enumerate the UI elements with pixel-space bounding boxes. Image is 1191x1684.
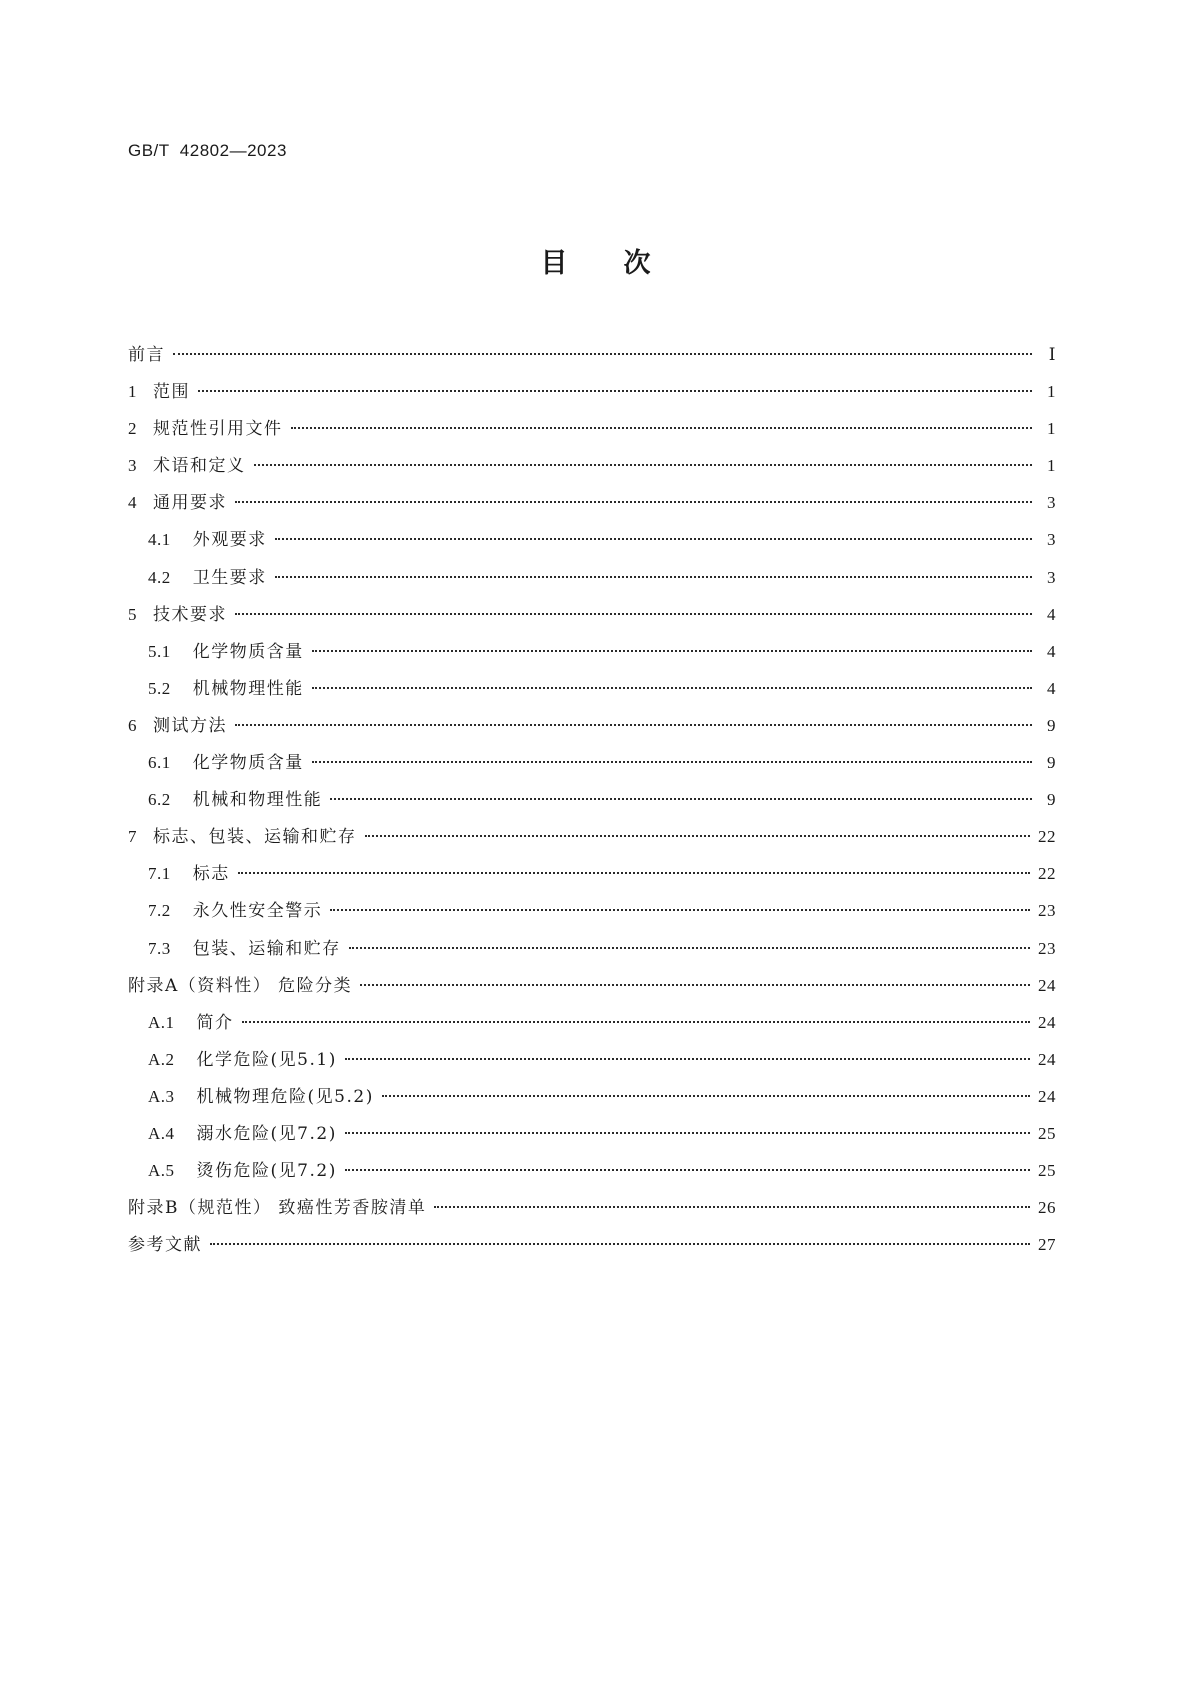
toc-entry-number: 1 [128, 382, 137, 402]
toc-entry-number: 6.2 [148, 790, 171, 810]
toc-entry-page: 1 [1047, 419, 1056, 439]
toc-entry-label: 附录B（规范性） 致癌性芳香胺清单 [128, 1198, 427, 1219]
toc-entry-page: 3 [1047, 567, 1056, 587]
toc-dot-leader [291, 427, 1033, 429]
toc-entry-page: 4 [1047, 678, 1056, 698]
toc-entry-label: 参考文献 [128, 1235, 202, 1256]
toc-entry[interactable] [128, 525, 1056, 562]
toc-dot-leader [275, 538, 1032, 540]
table-of-contents [128, 340, 1056, 1267]
toc-entry[interactable] [128, 1156, 1056, 1193]
toc-entry[interactable] [128, 377, 1056, 414]
toc-entry-page: 26 [1038, 1198, 1056, 1218]
toc-entry[interactable] [128, 414, 1056, 451]
toc-entry-number: 7.2 [148, 901, 171, 921]
toc-entry-label: 通用要求 [153, 493, 227, 514]
toc-entry[interactable] [128, 711, 1056, 748]
toc-title [0, 244, 1191, 284]
toc-entry[interactable] [128, 600, 1056, 637]
toc-entry-label: 烫伤危险(见7.2) [196, 1161, 337, 1182]
toc-entry[interactable] [128, 637, 1056, 674]
toc-entry[interactable] [128, 340, 1056, 377]
toc-entry-label: 前言 [128, 345, 165, 365]
toc-entry[interactable] [128, 1119, 1056, 1156]
toc-dot-leader [345, 1169, 1030, 1171]
toc-entry[interactable] [128, 822, 1056, 859]
toc-dot-leader [173, 353, 1032, 355]
toc-entry-label: 溺水危险(见7.2) [196, 1123, 337, 1144]
toc-entry-number: 7.3 [148, 938, 171, 958]
toc-entry[interactable] [128, 1008, 1056, 1045]
toc-entry-page: 25 [1038, 1123, 1056, 1143]
toc-entry-number: 3 [128, 456, 137, 476]
toc-dot-leader [345, 1058, 1030, 1060]
toc-entry-label: 化学物质含量 [192, 641, 304, 662]
toc-entry-page: 24 [1038, 1086, 1056, 1106]
toc-entry-label: 范围 [153, 382, 190, 403]
toc-entry-page: 25 [1038, 1161, 1056, 1181]
toc-dot-leader [360, 984, 1030, 986]
toc-entry-number: 6.1 [148, 753, 171, 773]
toc-entry-number: A.4 [148, 1123, 175, 1143]
toc-entry-number: A.5 [148, 1161, 175, 1181]
toc-entry-label: 外观要求 [192, 530, 267, 551]
toc-entry-number: 7.1 [148, 864, 171, 884]
toc-entry[interactable] [128, 971, 1056, 1008]
toc-dot-leader [210, 1243, 1030, 1245]
toc-entry-label: 卫生要求 [192, 567, 267, 588]
toc-entry-page: Ⅰ [1048, 345, 1056, 364]
toc-entry-label: 化学物质含量 [192, 753, 304, 774]
toc-entry-page: 23 [1038, 938, 1056, 958]
toc-entry[interactable] [128, 934, 1056, 971]
toc-entry[interactable] [128, 1193, 1056, 1230]
toc-entry[interactable] [128, 859, 1056, 896]
toc-entry-page: 9 [1047, 790, 1056, 810]
toc-entry[interactable] [128, 563, 1056, 600]
toc-entry[interactable] [128, 1082, 1056, 1119]
toc-entry-label: 技术要求 [153, 604, 227, 625]
toc-entry-number: 7 [128, 827, 137, 847]
toc-entry-page: 3 [1047, 493, 1056, 513]
toc-entry[interactable] [128, 451, 1056, 488]
toc-entry-label: 术语和定义 [153, 456, 246, 477]
toc-entry[interactable] [128, 674, 1056, 711]
toc-entry-label: 测试方法 [153, 715, 227, 736]
toc-entry-page: 24 [1038, 975, 1056, 995]
toc-entry-page: 3 [1047, 530, 1056, 550]
toc-entry[interactable] [128, 785, 1056, 822]
toc-entry[interactable] [128, 488, 1056, 525]
toc-dot-leader [434, 1206, 1030, 1208]
toc-dot-leader [349, 947, 1030, 949]
toc-entry-label: 附录A（资料性） 危险分类 [128, 975, 353, 996]
toc-entry-number: 6 [128, 715, 137, 735]
toc-entry-label: 永久性安全警示 [192, 901, 323, 922]
toc-dot-leader [345, 1132, 1030, 1134]
toc-dot-leader [198, 390, 1032, 392]
toc-dot-leader [312, 650, 1032, 652]
toc-entry-number: 5.1 [148, 641, 171, 661]
toc-entry[interactable] [128, 1045, 1056, 1082]
toc-entry-page: 24 [1038, 1012, 1056, 1032]
toc-dot-leader [242, 1021, 1030, 1023]
toc-dot-leader [254, 464, 1033, 466]
toc-dot-leader [238, 872, 1030, 874]
toc-entry-page: 22 [1038, 864, 1056, 884]
toc-entry-page: 9 [1047, 715, 1056, 735]
toc-title-char-1: 目 [540, 248, 568, 279]
toc-entry-page: 24 [1038, 1049, 1056, 1069]
toc-entry-number: A.2 [148, 1049, 175, 1069]
toc-entry-page: 1 [1047, 456, 1056, 476]
toc-entry-page: 9 [1047, 753, 1056, 773]
toc-entry-label: 标志 [192, 864, 230, 885]
toc-dot-leader [382, 1095, 1030, 1097]
toc-entry-label: 规范性引用文件 [153, 419, 283, 440]
toc-dot-leader [365, 835, 1031, 837]
toc-entry-page: 4 [1047, 641, 1056, 661]
toc-dot-leader [235, 501, 1032, 503]
toc-entry-label: 标志、包装、运输和贮存 [153, 827, 357, 848]
toc-dot-leader [330, 909, 1030, 911]
toc-dot-leader [330, 798, 1032, 800]
toc-entry-label: 包装、运输和贮存 [192, 938, 341, 959]
toc-entry-number: 2 [128, 419, 137, 439]
toc-entry-number: 4.1 [148, 530, 171, 550]
toc-title-char-2: 次 [623, 248, 651, 279]
toc-dot-leader [235, 724, 1032, 726]
toc-entry-label: 机械物理危险(见5.2) [196, 1086, 374, 1107]
toc-entry[interactable] [128, 748, 1056, 785]
toc-entry-label: 化学危险(见5.1) [196, 1049, 337, 1070]
toc-entry-number: A.1 [148, 1012, 175, 1032]
toc-entry-page: 22 [1038, 827, 1056, 847]
toc-entry-label: 机械和物理性能 [192, 790, 323, 811]
toc-entry-page: 27 [1038, 1235, 1056, 1255]
toc-entry-page: 1 [1047, 382, 1056, 402]
toc-entry-page: 23 [1038, 901, 1056, 921]
toc-dot-leader [275, 576, 1032, 578]
toc-entry-label: 机械物理性能 [192, 678, 304, 699]
toc-dot-leader [235, 613, 1032, 615]
toc-entry[interactable] [128, 896, 1056, 933]
toc-entry-number: 5 [128, 604, 137, 624]
toc-entry-number: 4 [128, 493, 137, 513]
toc-entry-number: A.3 [148, 1086, 175, 1106]
standard-code: GB/T 42802—2023 [128, 141, 287, 160]
toc-entry-number: 4.2 [148, 567, 171, 587]
toc-dot-leader [312, 761, 1032, 763]
toc-dot-leader [312, 687, 1032, 689]
toc-entry-label: 简介 [196, 1012, 234, 1033]
toc-entry-number: 5.2 [148, 678, 171, 698]
toc-entry-page: 4 [1047, 604, 1056, 624]
toc-entry[interactable] [128, 1230, 1056, 1267]
